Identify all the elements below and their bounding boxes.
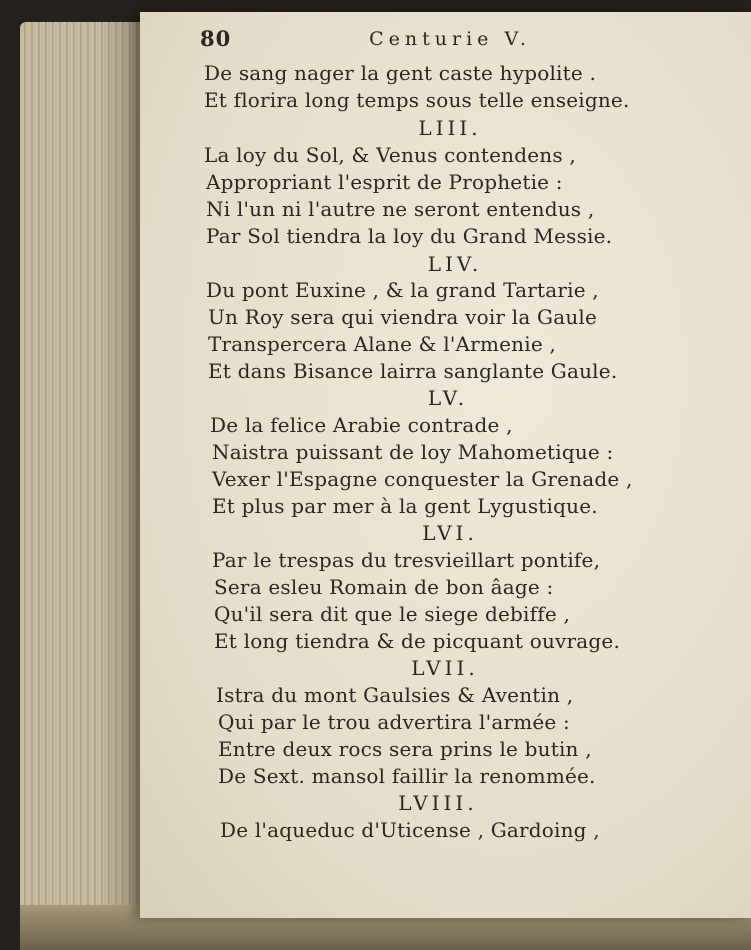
- quatrain-number: LVI.: [422, 521, 478, 545]
- verse-line: Un Roy sera qui viendra voir la Gaule: [208, 305, 598, 329]
- verse-line: De l'aqueduc d'Uticense , Gardoing ,: [220, 818, 600, 842]
- verse-line: Ni l'un ni l'autre ne seront entendus ,: [206, 197, 595, 221]
- verse-line: Istra du mont Gaulsies & Aventin ,: [216, 683, 574, 707]
- quatrain-number: LIV.: [427, 252, 483, 276]
- verse-line: De sang nager la gent caste hypolite .: [204, 61, 597, 85]
- verse-line: De Sext. mansol faillir la renommée.: [218, 764, 596, 788]
- verse-line: Vexer l'Espagne conquester la Grenade ,: [212, 467, 633, 491]
- verse-line: Transpercera Alane & l'Armenie ,: [208, 332, 556, 356]
- verse-line: Et dans Bisance lairra sanglante Gaule.: [208, 359, 618, 383]
- verse-line: Entre deux rocs sera prins le butin ,: [218, 737, 592, 761]
- verse-line: Qui par le trou advertira l'armée :: [218, 710, 570, 734]
- verse-line: Du pont Euxine , & la grand Tartarie ,: [206, 278, 599, 302]
- verse-line: Par Sol tiendra la loy du Grand Messie.: [206, 224, 613, 248]
- quatrain-number: LV.: [427, 386, 469, 410]
- book-page: [140, 12, 751, 918]
- running-title: Centurie V.: [369, 28, 531, 50]
- verse-line: Et florira long temps sous telle enseigne.: [204, 88, 630, 112]
- page-text-block: [140, 12, 751, 918]
- verse-line: Et long tiendra & de picquant ouvrage.: [214, 629, 621, 653]
- quatrain-number: LVII.: [411, 656, 479, 680]
- verse-line: Sera esleu Romain de bon âage :: [214, 575, 554, 599]
- page-number: 80: [200, 26, 232, 51]
- quatrain-number: LIII.: [418, 116, 482, 140]
- verse-line: Qu'il sera dit que le siege debiffe ,: [214, 602, 571, 626]
- verse-line: Et plus par mer à la gent Lygustique.: [212, 494, 598, 518]
- verse-line: Naistra puissant de loy Mahometique :: [212, 440, 614, 464]
- page-header: [200, 26, 720, 56]
- quatrain-number: LVIII.: [398, 791, 478, 815]
- verse-line: La loy du Sol, & Venus contendens ,: [204, 143, 576, 167]
- verse-line: Par le trespas du tresvieillart pontife,: [212, 548, 601, 572]
- verse-line: Appropriant l'esprit de Prophetie :: [206, 170, 563, 194]
- verse-line: De la felice Arabie contrade ,: [210, 413, 513, 437]
